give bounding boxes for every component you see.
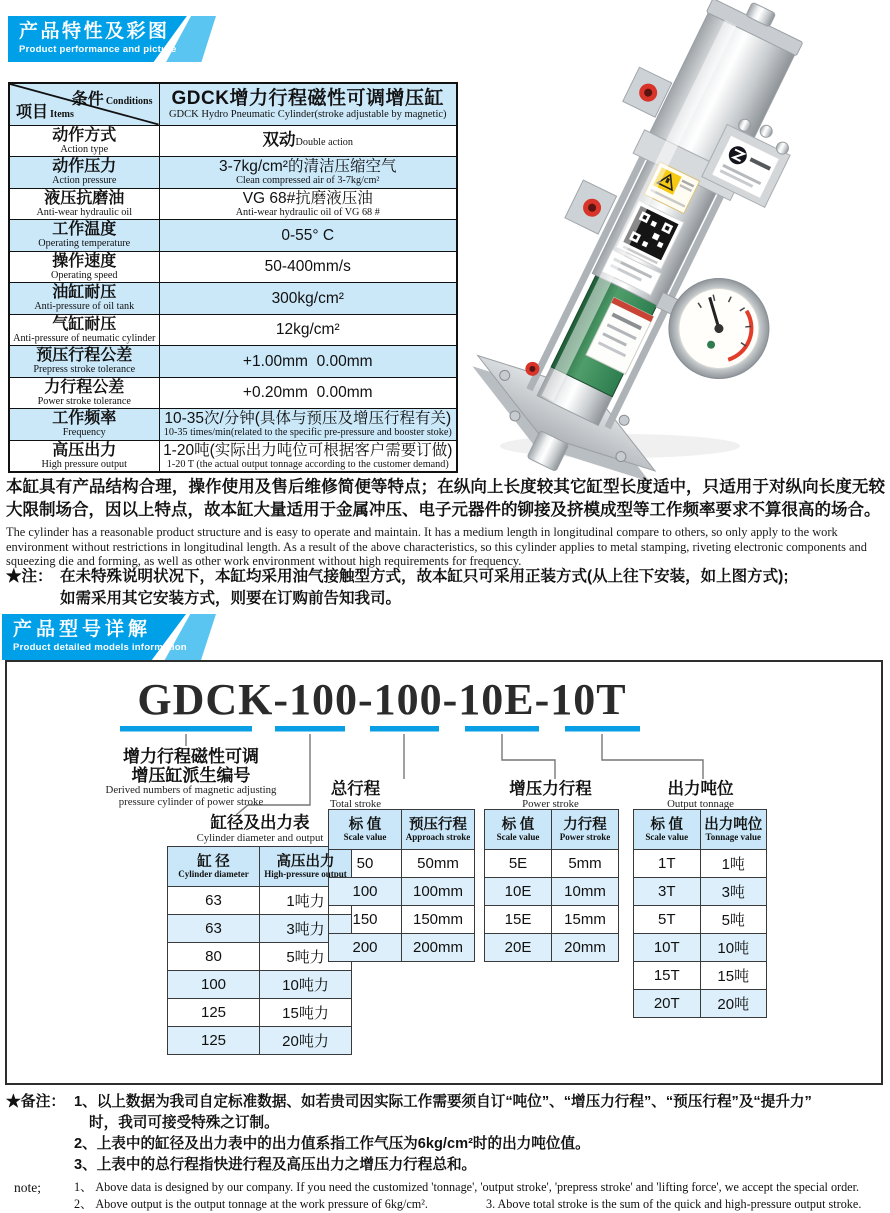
- remark-line: 1、以上数据为我司自定标准数据、如若贵司因实际工作需要须自订“吨位”、“增压力行程”、“预压行程”及“提升力”: [74, 1094, 812, 1110]
- header-cn: 高压出力: [276, 853, 335, 870]
- cell-stroke: 150mm: [402, 906, 475, 934]
- key-en: Anti-pressure of neumatic cylinder: [13, 332, 156, 344]
- spec-key: [9, 220, 159, 252]
- remark-line-en: 3. Above total stroke is the sum of the quick and high-pressure output stroke.: [485, 1197, 862, 1211]
- banner-text: [19, 20, 177, 55]
- cell-scale: 5T: [634, 906, 701, 934]
- product-name-en: GDCK Hydro Pneumatic Cylinder(stroke adjustable by magnetic): [168, 108, 447, 120]
- spec-value: [159, 157, 457, 189]
- key-cn: 液压抗磨油: [44, 189, 125, 207]
- conditions-cn: 条件: [71, 91, 104, 108]
- power-stroke-table: [484, 809, 619, 962]
- banner2-title-en: Product detailed models information: [13, 642, 187, 653]
- table-row: [634, 878, 767, 906]
- spec-value: [159, 125, 457, 157]
- spec-key: [9, 440, 159, 472]
- cell-diameter: 100: [168, 971, 260, 999]
- table-row: [634, 990, 767, 1018]
- total-stroke-table: [328, 809, 475, 962]
- table-row: [485, 906, 619, 934]
- product-photo: [470, 6, 888, 468]
- header-cn: 力行程: [563, 816, 607, 833]
- key-en: Operating temperature: [38, 238, 131, 250]
- key-cn: 气缸耐压: [52, 315, 117, 333]
- banner-product-features: [8, 16, 216, 62]
- table-row: [168, 887, 352, 915]
- conditions-en: Conditions: [105, 96, 153, 107]
- table-row: [329, 906, 475, 934]
- banner2-title-cn: 产品型号详解: [13, 619, 152, 640]
- table-row: [168, 943, 352, 971]
- label-cn: 缸径及出力表: [210, 814, 310, 832]
- items-cn: 项目: [16, 103, 49, 121]
- key-en: Prepress stroke tolerance: [33, 364, 136, 376]
- spec-corner-cell: [9, 83, 159, 125]
- table-row: [9, 440, 457, 472]
- mounting-note: [6, 566, 884, 610]
- note-line2: 如需采用其它安装方式，则要在订购前告知我司。: [60, 590, 402, 607]
- table-row: [168, 1027, 352, 1055]
- table-row: [9, 125, 457, 157]
- header-en: Power stroke: [559, 831, 611, 842]
- label-en: Power stroke: [522, 798, 579, 810]
- label-power-stroke: [477, 780, 624, 811]
- value-en: Anti-wear hydraulic oil of VG 68 #: [235, 206, 380, 218]
- note-body: [60, 566, 884, 610]
- label-cn: 总行程: [330, 780, 381, 798]
- value-cn: 双动: [262, 130, 296, 149]
- header-en: Scale value: [496, 831, 540, 842]
- cell-scale: 20T: [634, 990, 701, 1018]
- remark-line: 时，我司可接受特殊之订制。: [89, 1115, 279, 1131]
- cell-output: 3吨力: [260, 915, 352, 943]
- col-header: [485, 810, 552, 850]
- value-cn: 300kg/cm²: [271, 289, 344, 307]
- cylinder-diameter-output-table: [167, 846, 352, 1055]
- label-total-stroke: [282, 780, 429, 811]
- key-cn: 预压行程公差: [36, 347, 133, 365]
- spec-key: [9, 409, 159, 441]
- header-en: High-pressure output: [264, 868, 347, 879]
- table-row: [634, 962, 767, 990]
- spec-table: [8, 82, 458, 473]
- header-cn: 标 值: [650, 816, 684, 833]
- product-name-cn: GDCK增力行程磁性可调增压缸: [171, 87, 444, 109]
- remarks-body: [74, 1092, 886, 1176]
- header-en: Scale value: [343, 831, 387, 842]
- table-row: [9, 283, 457, 315]
- cell-output: 5吨力: [260, 943, 352, 971]
- key-cn: 动作方式: [52, 126, 117, 144]
- cell-scale: 5E: [485, 850, 552, 878]
- spec-key: [9, 377, 159, 409]
- spec-value: [159, 409, 457, 441]
- key-en: Operating speed: [51, 269, 118, 281]
- key-cn: 力行程公差: [44, 378, 125, 396]
- cell-scale: 15E: [485, 906, 552, 934]
- remarks-en: [6, 1179, 886, 1213]
- table-row: [9, 251, 457, 283]
- underline-gdck: [120, 726, 252, 732]
- col-header: [329, 810, 402, 850]
- value-cn: 3-7kg/cm²的清洁压缩空气: [219, 158, 397, 176]
- cell-scale: 3T: [634, 878, 701, 906]
- label-en: Cylinder diameter and output: [196, 832, 324, 844]
- header-en: Cylinder diameter: [178, 868, 249, 879]
- cell-stroke: 100mm: [402, 878, 475, 906]
- cell-scale: 10T: [634, 934, 701, 962]
- spec-value: [159, 440, 457, 472]
- table-row: [9, 377, 457, 409]
- table-row: [634, 850, 767, 878]
- header-en: Approach stroke: [405, 831, 471, 842]
- cell-output: 1吨力: [260, 887, 352, 915]
- value-cn: VG 68#抗磨液压油: [242, 189, 373, 207]
- table-row: [485, 934, 619, 962]
- table-row: [9, 409, 457, 441]
- value-cn: 0-55° C: [281, 226, 335, 244]
- cell-scale: 150: [329, 906, 402, 934]
- header-cn: 标 值: [501, 816, 535, 833]
- label-cn: 增压缸派生编号: [131, 766, 251, 785]
- cell-stroke: 10mm: [552, 878, 619, 906]
- col-header: [700, 810, 767, 850]
- banner-text: [13, 618, 187, 653]
- corner-items: [16, 99, 74, 122]
- key-en: Power stroke tolerance: [37, 395, 131, 407]
- value-en: Clean compressed air of 3-7kg/cm²: [236, 175, 380, 187]
- value-cn: 12kg/cm²: [275, 321, 340, 339]
- key-en: Anti-pressure of oil tank: [34, 301, 135, 313]
- header-en: Tonnage value: [705, 831, 761, 842]
- label-cn: 增力行程磁性可调: [123, 747, 259, 766]
- spec-value: [159, 283, 457, 315]
- spec-key: [9, 346, 159, 378]
- label-en: Derived numbers of magnetic adjusting: [105, 784, 277, 796]
- cell-stroke: 5mm: [552, 850, 619, 878]
- value-cn: 1-20吨(实际出力吨位可根据客户需要订做): [163, 441, 453, 459]
- note-line1: 在未特殊说明状况下，本缸均采用油气接触型方式，故本缸只可采用正装方式(从上往下安装，如上图方式);: [60, 568, 789, 585]
- value-en: 10-35 times/min(related to the specific pre-pressure and booster stoke): [163, 427, 452, 439]
- cell-tonnage: 10吨: [700, 934, 767, 962]
- key-cn: 工作频率: [52, 410, 117, 428]
- banner1-title-en: Product performance and picture: [19, 44, 177, 55]
- remarks-label: ★备注：: [6, 1094, 66, 1110]
- cell-tonnage: 5吨: [700, 906, 767, 934]
- remark-line-en: 2、 Above output is the output tonnage at the work pressure of 6kg/cm².: [74, 1197, 428, 1211]
- underline-total-stroke: [370, 726, 439, 732]
- table-row: [485, 850, 619, 878]
- label-en: pressure cylinder of power stroke: [118, 795, 264, 808]
- spec-key: [9, 314, 159, 346]
- header-cn: 缸 径: [197, 853, 230, 870]
- note-en-label: note;: [14, 1180, 41, 1195]
- description-block: [6, 476, 885, 569]
- value-en: Double action: [295, 136, 353, 148]
- col-header: [402, 810, 475, 850]
- header-cn: 预压行程: [409, 816, 467, 833]
- table-row: [9, 314, 457, 346]
- cell-scale: 20E: [485, 934, 552, 962]
- description-cn: 本缸具有产品结构合理，操作使用及售后维修简便等特点；在纵向上长度较其它缸型长度适中，只适用于对纵向长度无较大限制场合，因以上特点，故本缸大量适用于金属冲压、电子元器件的铆接及挤模成型等工作频率要求不算很高的场合。: [6, 478, 885, 519]
- spec-key: [9, 125, 159, 157]
- table-row: [168, 999, 352, 1027]
- value-cn: +1.00mm 0.00mm: [242, 352, 373, 370]
- underline-tonnage: [565, 726, 640, 732]
- cell-scale: 10E: [485, 878, 552, 906]
- model-code-title: GDCK-100-100-10E-10T: [137, 675, 627, 724]
- table-row: [329, 878, 475, 906]
- label-derived-number: [85, 747, 297, 808]
- value-cn: 50-400mm/s: [264, 258, 351, 276]
- model-detail-box: [5, 660, 883, 1085]
- remark-line: 2、上表中的缸径及出力表中的出力值系指工作气压为6kg/cm²时的出力吨位值。: [74, 1136, 590, 1152]
- spec-product-header: [159, 83, 457, 125]
- table-row: [168, 915, 352, 943]
- spec-value: [159, 377, 457, 409]
- cell-tonnage: 20吨: [700, 990, 767, 1018]
- spec-value: [159, 314, 457, 346]
- cell-tonnage: 3吨: [700, 878, 767, 906]
- col-header: [634, 810, 701, 850]
- cell-diameter: 125: [168, 1027, 260, 1055]
- cell-scale: 50: [329, 850, 402, 878]
- col-header: [552, 810, 619, 850]
- table-row: [9, 188, 457, 220]
- table-row: [168, 971, 352, 999]
- cell-diameter: 63: [168, 887, 260, 915]
- description-en: The cylinder has a reasonable product structure and is easy to operate and maintain. It has a medium length in longitudinal compare to others, so only apply to the work environment without restrictions in longitudinal length. As a result of the above characteristics, so this cylinder applies to metal stamping, riveting electronic components and squeezing die and forming, as well as other work environment without high requirements for frequency.: [6, 525, 867, 568]
- cell-diameter: 80: [168, 943, 260, 971]
- cell-scale: 200: [329, 934, 402, 962]
- underline-power-stroke: [465, 726, 539, 732]
- cell-output: 10吨力: [260, 971, 352, 999]
- remark-line: 3、上表中的总行程指快进行程及高压出力之增压力行程总和。: [74, 1157, 477, 1173]
- banner-product-models: [2, 614, 216, 660]
- value-en: 1-20 T (the actual output tonnage according to the customer demand): [166, 458, 449, 470]
- table-row: [485, 878, 619, 906]
- cell-diameter: 63: [168, 915, 260, 943]
- header-en: Scale value: [645, 831, 689, 842]
- label-cn: 增压力行程: [509, 780, 592, 798]
- table-row: [329, 850, 475, 878]
- cell-scale: 15T: [634, 962, 701, 990]
- header-cn: 出力吨位: [704, 816, 763, 833]
- table-row: [329, 934, 475, 962]
- spec-value: [159, 220, 457, 252]
- cell-scale: 1T: [634, 850, 701, 878]
- key-en: Action pressure: [52, 175, 117, 187]
- label-cn: 出力吨位: [667, 780, 734, 798]
- banner1-title-cn: 产品特性及彩图: [19, 21, 170, 42]
- label-output-tonnage: [627, 780, 774, 811]
- label-en: Total stroke: [329, 798, 382, 810]
- cell-stroke: 15mm: [552, 906, 619, 934]
- note-en-body: [74, 1179, 886, 1213]
- cell-tonnage: 15吨: [700, 962, 767, 990]
- key-cn: 高压出力: [52, 441, 117, 459]
- cell-tonnage: 1吨: [700, 850, 767, 878]
- value-cn: +0.20mm 0.00mm: [242, 384, 373, 402]
- cell-output: 20吨力: [260, 1027, 352, 1055]
- table-row: [9, 220, 457, 252]
- cell-stroke: 50mm: [402, 850, 475, 878]
- note-label: ★注：: [6, 568, 53, 585]
- items-en: Items: [50, 108, 74, 120]
- key-en: Frequency: [62, 427, 106, 439]
- header-cn: 标 值: [348, 816, 382, 833]
- remark-line-en: 1、 Above data is designed by our company. If you need the customized 'tonnage', 'output stroke', 'prepress stroke' and 'lifting force', we accept the special order.: [74, 1180, 860, 1194]
- code-underlines: [120, 726, 640, 732]
- col-header: [168, 847, 260, 887]
- spec-key: [9, 251, 159, 283]
- underline-bore: [275, 726, 345, 732]
- cell-stroke: 20mm: [552, 934, 619, 962]
- key-cn: 工作温度: [52, 221, 117, 239]
- key-cn: 油缸耐压: [52, 284, 117, 302]
- spec-value: [159, 188, 457, 220]
- cell-stroke: 200mm: [402, 934, 475, 962]
- table-row: [9, 157, 457, 189]
- table-row: [9, 346, 457, 378]
- output-tonnage-table: [633, 809, 767, 1018]
- cell-output: 15吨力: [260, 999, 352, 1027]
- cell-diameter: 125: [168, 999, 260, 1027]
- remarks-cn: [6, 1092, 886, 1176]
- spec-key: [9, 188, 159, 220]
- key-cn: 动作压力: [52, 158, 117, 176]
- corner-conditions: [72, 86, 153, 109]
- label-en: Output tonnage: [667, 798, 734, 810]
- spec-key: [9, 283, 159, 315]
- spec-key: [9, 157, 159, 189]
- spec-value: [159, 251, 457, 283]
- table-row: [634, 934, 767, 962]
- value-cn: 10-35次/分钟(具体与预压及增压行程有关): [164, 410, 452, 428]
- key-cn: 操作速度: [52, 252, 117, 270]
- remarks-block: [6, 1092, 886, 1213]
- key-en: Anti-wear hydraulic oil: [36, 206, 133, 218]
- spec-value: [159, 346, 457, 378]
- key-en: Action type: [60, 143, 109, 155]
- cell-scale: 100: [329, 878, 402, 906]
- table-row: [634, 906, 767, 934]
- key-en: High pressure output: [41, 458, 127, 470]
